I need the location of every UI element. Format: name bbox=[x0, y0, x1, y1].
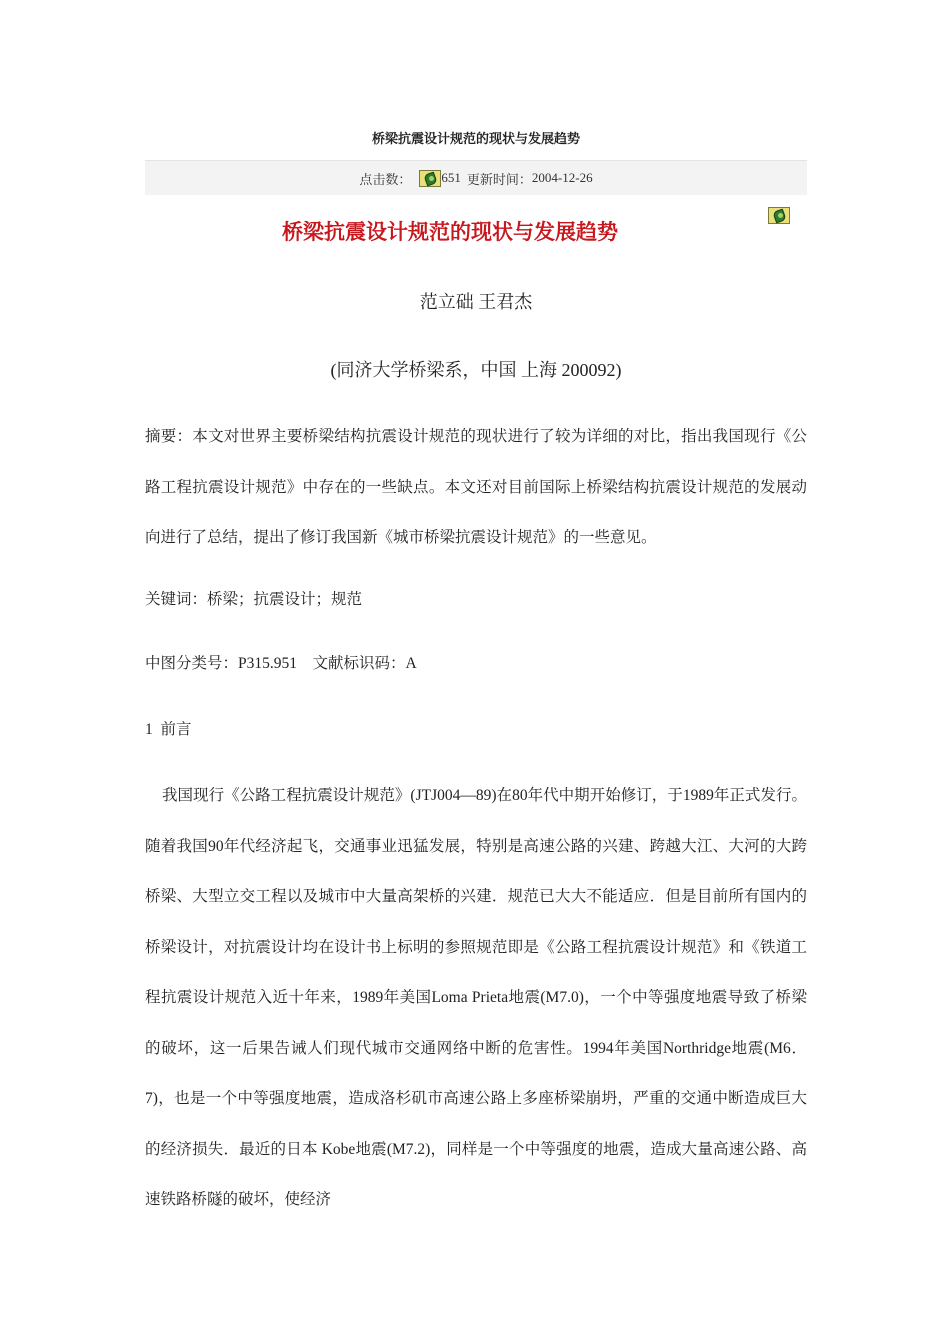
intro-paragraph: 我国现行《公路工程抗震设计规范》(JTJ004—89)在80年代中期开始修订，于1989年正式发行。随着我国90年代经济起飞，交通事业迅猛发展，特别是高速公路的兴建、跨越大江、大河的大跨桥梁、大型立交工程以及城市中大量高架桥的兴建．规范已大大不能适应．但是目前所有国内的桥梁设计，对抗震设计均在设计书上标明的参照规范即是《公路工程抗震设计规范》和《铁道工程抗震设计规范入近十年来，1989年美国Loma Prieta地震(M7.0)，一个中等强度地震导致了桥梁的破坏，这一后果告诫人们现代城市交通网络中断的危害性。1994年美国Northridge地震(M6．7)，也是一个中等强度地震，造成洛杉矶市高速公路上多座桥梁崩坍，严重的交通中断造成巨大的经济损失．最近的日本 Kobe地震(M7.2)，同样是一个中等强度的地震，造成大量高速公路、高速铁路桥隧的破坏，使经济 bbox=[145, 787, 807, 1208]
clicks-label: 点击数： bbox=[359, 171, 412, 187]
article-affiliation: (同济大学桥梁系，中国 上海 200092) bbox=[330, 360, 622, 380]
clicks-count: 651 bbox=[441, 170, 461, 185]
meta-bar bbox=[145, 160, 807, 195]
article-authors: 范立础 王君杰 bbox=[419, 292, 533, 312]
section-heading: 1 前言 bbox=[145, 721, 192, 738]
updated-date: 2004-12-26 bbox=[531, 170, 593, 185]
updated-label: 更新时间： bbox=[466, 171, 532, 187]
article-title: 桥梁抗震设计规范的现状与发展趋势 bbox=[282, 220, 618, 244]
keywords-line: 关键词：桥梁；抗震设计；规范 bbox=[145, 591, 363, 608]
print-icon[interactable] bbox=[768, 207, 790, 224]
abstract-paragraph: 摘要：本文对世界主要桥梁结构抗震设计规范的现状进行了较为详细的对比，指出我国现行《公路工程抗震设计规范》中存在的一些缺点。本文还对目前国际上桥梁结构抗震设计规范的发展动向进行了总结，提出了修订我国新《城市桥梁抗震设计规范》的一些意见。 bbox=[145, 428, 807, 546]
print-icon[interactable] bbox=[419, 170, 441, 187]
page-title: 桥梁抗震设计规范的现状与发展趋势 bbox=[371, 131, 580, 146]
classification-line: 中图分类号：P315.951 文献标识码：A bbox=[145, 655, 417, 672]
